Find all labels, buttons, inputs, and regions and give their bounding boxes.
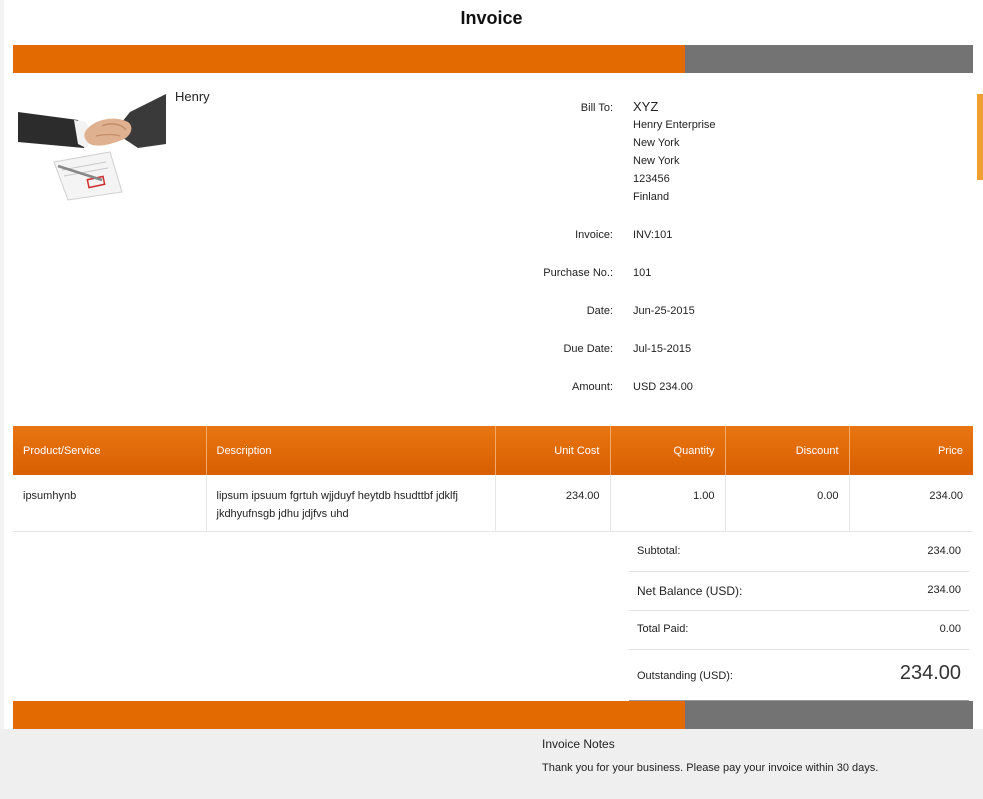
bill-to-address <box>633 98 716 206</box>
meta-label: Due Date: <box>563 343 613 355</box>
meta-label: Purchase No.: <box>543 267 613 279</box>
footer-band-gray <box>685 701 973 729</box>
meta-label: Date: <box>586 305 613 317</box>
header-band-orange <box>13 45 685 73</box>
subtotal-label: Subtotal: <box>637 545 681 557</box>
company-name: Henry <box>175 89 210 104</box>
meta-value: Jul-15-2015 <box>633 343 692 355</box>
net-balance-label: Net Balance (USD): <box>637 584 743 598</box>
notes-text: Thank you for your business. Please pay your invoice within 30 days. <box>542 762 879 774</box>
header-band-gray <box>685 45 973 73</box>
column-header-quantity: Quantity <box>610 426 725 475</box>
table-header-row <box>13 426 973 475</box>
cell-quantity: 1.00 <box>610 475 725 532</box>
scroll-indicator[interactable] <box>977 94 983 180</box>
total-paid-row <box>629 611 969 650</box>
outstanding-row <box>629 650 969 703</box>
totals-section <box>629 533 969 703</box>
total-paid-value: 0.00 <box>939 623 961 635</box>
cell-price: 234.00 <box>849 475 973 532</box>
address-line: Henry Enterprise <box>633 119 716 131</box>
column-header-price: Price <box>849 426 973 475</box>
address-line: 123456 <box>633 173 670 185</box>
address-line: New York <box>633 137 680 149</box>
subtotal-row <box>629 533 969 572</box>
meta-value: USD 234.00 <box>633 381 693 393</box>
meta-label: Invoice: <box>575 229 613 241</box>
client-name: XYZ <box>633 99 659 114</box>
outstanding-label: Outstanding (USD): <box>637 670 733 682</box>
column-header-description: Description <box>206 426 495 475</box>
cell-discount: 0.00 <box>725 475 849 532</box>
invoice-title: Invoice <box>460 8 523 28</box>
bill-to-label: Bill To: <box>580 102 613 114</box>
column-header-product: Product/Service <box>13 426 206 475</box>
address-line: New York <box>633 155 680 167</box>
cell-description: lipsum ipsuum fgrtuh wjjduyf heytdb hsudttbf jdklfj jkdhyufnsgb jdhu jdjfvs uhd <box>206 475 495 532</box>
net-balance-row <box>629 572 969 611</box>
line-items-table <box>13 426 973 532</box>
footer-band <box>13 701 973 729</box>
subtotal-value: 234.00 <box>927 545 961 557</box>
invoice-notes <box>0 729 983 799</box>
cell-unit-cost: 234.00 <box>495 475 610 532</box>
table-row <box>13 475 973 532</box>
net-balance-value: 234.00 <box>927 584 961 596</box>
handshake-image <box>18 92 166 202</box>
address-line: Finland <box>633 191 670 203</box>
notes-title: Invoice Notes <box>542 737 615 751</box>
cell-product: ipsumhynb <box>13 475 206 532</box>
column-header-discount: Discount <box>725 426 849 475</box>
outstanding-value: 234.00 <box>899 662 961 684</box>
meta-label: Amount: <box>572 381 613 393</box>
meta-value: 101 <box>633 267 652 279</box>
column-header-unit-cost: Unit Cost <box>495 426 610 475</box>
meta-value: INV:101 <box>633 229 673 241</box>
header-band <box>13 45 973 73</box>
total-paid-label: Total Paid: <box>637 623 689 635</box>
footer-band-orange <box>13 701 685 729</box>
meta-value: Jun-25-2015 <box>633 305 695 317</box>
page-edge <box>0 0 4 730</box>
